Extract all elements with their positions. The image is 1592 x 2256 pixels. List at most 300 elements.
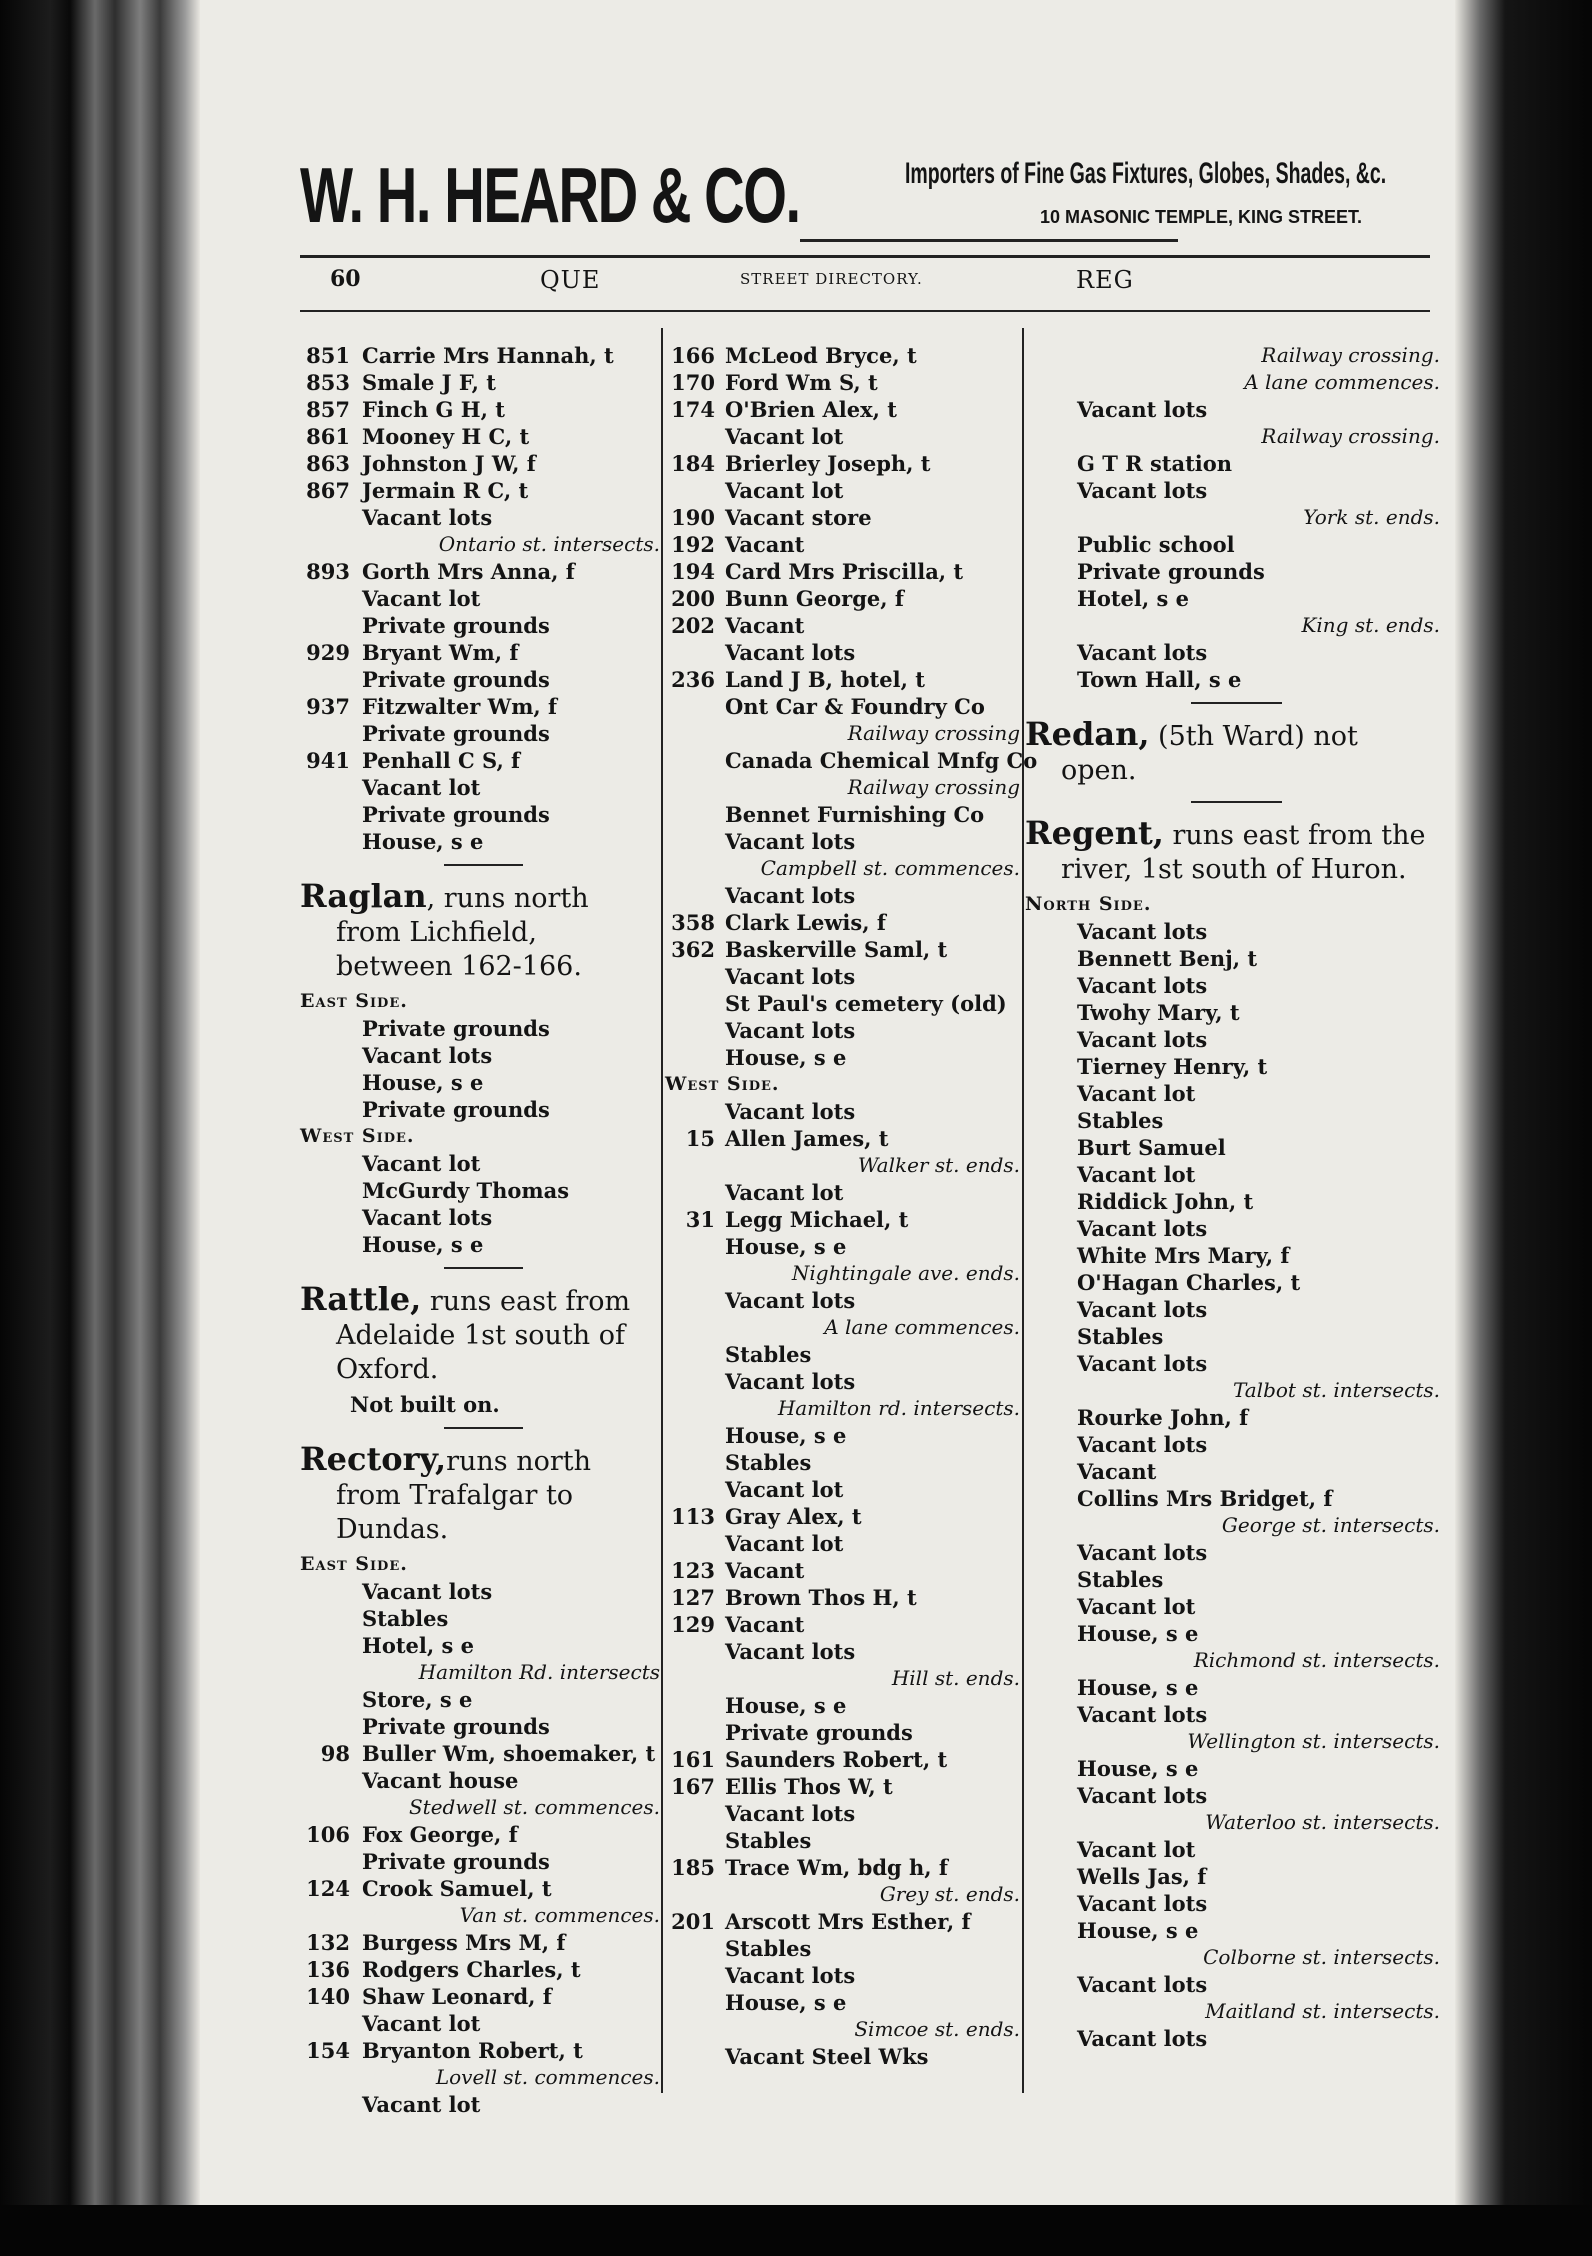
occupant-name: Vacant lots [725,1018,856,1043]
directory-entry [665,1908,1020,1935]
occupant-name: Private grounds [362,1849,550,1874]
house-number: 174 [671,397,715,422]
occupant-name: Vacant lots [362,1205,493,1230]
occupant-name: G T R station [1077,451,1233,476]
directory-entry [1025,558,1440,585]
occupant-name: Bunn George, f [725,586,904,611]
house-number: 15 [685,1126,715,1151]
directory-entry [665,1854,1020,1881]
house-number: 857 [306,397,350,422]
directory-entry [1025,1890,1440,1917]
directory-entry [1025,1566,1440,1593]
occupant-name: Vacant lot [725,424,844,449]
street-description: runs east from the river, 1st south of Huron. [1061,820,1426,885]
occupant-name: Vacant [725,1612,805,1637]
house-number: 201 [671,1909,715,1934]
directory-entry [300,1204,660,1231]
cross-street-note: Talbot st. intersects. [1232,1378,1440,1402]
occupant-name: Fitzwalter Wm, f [362,694,558,719]
street-heading [300,1442,660,1547]
cross-street-note: Railway crossing. [1261,424,1440,448]
cross-street-note: Lovell st. commences. [435,2065,660,2089]
directory-entry [1025,972,1440,999]
directory-entry [1025,1917,1440,1944]
directory-entry [1025,450,1440,477]
directory-entry [665,1584,1020,1611]
house-number: 123 [671,1558,715,1583]
directory-entry [665,1422,1020,1449]
directory-entry [665,1044,1020,1071]
cross-street-note: Walker st. ends. [857,1153,1020,1177]
directory-entry [300,747,660,774]
occupant-name: Finch G H, t [362,397,505,422]
directory-entry [1025,1269,1440,1296]
directory-entry [665,1989,1020,2016]
directory-entry [300,477,660,504]
directory-entry [1025,1485,1440,1512]
occupant-name: Tierney Henry, t [1077,1054,1268,1079]
house-number: 190 [671,505,715,530]
occupant-name: Vacant lot [362,586,481,611]
directory-entry [665,1098,1020,1125]
directory-entry [300,450,660,477]
occupant-name: Vacant lots [1077,919,1208,944]
occupant-name: Private grounds [362,1714,550,1739]
house-number: 941 [306,748,350,773]
occupant-name: Vacant lots [1077,2026,1208,2051]
occupant-name: Private grounds [362,1097,550,1122]
directory-entry [300,396,660,423]
directory-entry [300,1150,660,1177]
occupant-name: Stables [362,1606,449,1631]
house-number: 124 [306,1876,350,1901]
directory-entry [1025,1404,1440,1431]
cross-street-note: Grey st. ends. [879,1882,1020,1906]
cross-street-note: Campbell st. commences. [760,856,1020,880]
directory-entry [1025,396,1440,423]
occupant-name: House, s e [725,1234,847,1259]
street-name: Redan, [1025,715,1150,753]
book-spine-edge [0,0,200,2256]
directory-entry [1025,999,1440,1026]
occupant-name: House, s e [725,1423,847,1448]
directory-entry [300,504,660,531]
occupant-name: Stables [725,1936,812,1961]
occupant-name: Vacant lots [725,1288,856,1313]
house-number: 136 [306,1957,350,1982]
directory-entry [1025,1053,1440,1080]
occupant-name: Vacant [1077,1459,1157,1484]
house-number: 184 [671,451,715,476]
cross-street-note: Maitland st. intersects. [1205,1999,1440,2023]
directory-entry [1025,918,1440,945]
directory-column-3 [1025,342,1440,2052]
occupant-name: Hotel, s e [1077,586,1190,611]
directory-column-2 [665,342,1038,2070]
occupant-name: Vacant lot [1077,1162,1196,1187]
directory-entry [665,1503,1020,1530]
occupant-name: Brierley Joseph, t [725,451,931,476]
directory-entry [1025,1620,1440,1647]
directory-entry [1025,1107,1440,1134]
occupant-name: Private grounds [362,802,550,827]
directory-entry [665,369,1020,396]
directory-entry [665,936,1020,963]
occupant-name: Vacant [725,1558,805,1583]
section-separator [300,1418,660,1438]
occupant-name: Vacant lots [1077,1783,1208,1808]
directory-entry [1025,1674,1440,1701]
directory-entry [300,1015,660,1042]
directory-entry [665,504,1020,531]
directory-entry [1025,1026,1440,1053]
occupant-name: Vacant lots [725,1963,856,1988]
directory-entry [1025,585,1440,612]
occupant-name: Vacant [725,613,805,638]
directory-entry [665,801,1020,828]
directory-entry [300,1177,660,1204]
occupant-name: Vacant lots [1077,1432,1208,1457]
occupant-name: Vacant lots [1077,1216,1208,1241]
house-number: 362 [671,937,715,962]
house-number: 98 [320,1741,350,1766]
occupant-name: Burgess Mrs M, f [362,1930,566,1955]
directory-entry [665,1476,1020,1503]
directory-entry [300,1632,660,1659]
occupant-name: Vacant lots [725,883,856,908]
directory-entry [300,1231,660,1258]
directory-entry [1025,945,1440,972]
occupant-name: Store, s e [362,1687,473,1712]
cross-street-note: Railway crossing [847,775,1020,799]
directory-entry [665,1233,1020,1260]
occupant-name: Shaw Leonard, f [362,1984,552,2009]
directory-entry [300,666,660,693]
directory-entry [1025,1215,1440,1242]
section-separator [1025,693,1440,713]
occupant-name: Town Hall, s e [1077,667,1242,692]
occupant-name: Ont Car & Foundry Co [725,694,985,719]
occupant-name: Smale J F, t [362,370,497,395]
occupant-name: Bennett Benj, t [1077,946,1258,971]
section-separator [300,855,660,875]
directory-entry [300,2091,660,2118]
house-number: 170 [671,370,715,395]
occupant-name: Stables [1077,1567,1164,1592]
occupant-name: Vacant lots [1077,478,1208,503]
directory-entry [300,1821,660,1848]
column-divider-2 [1022,328,1024,2093]
page-number: 60 [330,266,361,292]
occupant-name: Jermain R C, t [362,478,529,503]
occupant-name: Brown Thos H, t [725,1585,917,1610]
street-description: , runs north from Lichfield, between 162-166. [336,883,589,982]
occupant-name: House, s e [1077,1756,1199,1781]
house-number: 893 [306,559,350,584]
house-number: 192 [671,532,715,557]
directory-entry [665,1935,1020,1962]
occupant-name: Bryant Wm, f [362,640,519,665]
house-number: 851 [306,343,350,368]
directory-entry [1025,1323,1440,1350]
occupant-name: House, s e [362,1070,484,1095]
directory-entry [300,558,660,585]
street-side-heading: East Side. [300,1553,408,1575]
occupant-name: Vacant lot [362,775,481,800]
directory-entry [665,1368,1020,1395]
directory-entry [1025,1350,1440,1377]
occupant-name: Vacant lots [1077,1027,1208,1052]
cross-street-note: Hamilton rd. intersects. [777,1396,1020,1420]
house-number: 867 [306,478,350,503]
occupant-name: Vacant lots [725,829,856,854]
directory-entry [665,396,1020,423]
directory-entry [665,1827,1020,1854]
directory-entry [1025,1242,1440,1269]
occupant-name: Vacant lots [1077,397,1208,422]
directory-entry [1025,1755,1440,1782]
street-side-heading: West Side. [300,1125,415,1147]
directory-entry [665,828,1020,855]
right-guide-word: REG [1076,266,1134,294]
street-name: Rectory, [300,1440,447,1478]
directory-entry [665,1773,1020,1800]
directory-entry [665,1206,1020,1233]
street-heading-text [300,879,660,984]
occupant-name: Vacant [725,532,805,557]
occupant-name: Vacant lots [1077,1972,1208,1997]
occupant-name: Private grounds [362,1016,550,1041]
directory-entry [665,531,1020,558]
directory-entry [665,612,1020,639]
occupant-name: Bryanton Robert, t [362,2038,583,2063]
directory-entry [300,423,660,450]
occupant-name: Rodgers Charles, t [362,1957,581,1982]
occupant-name: White Mrs Mary, f [1077,1243,1290,1268]
occupant-name: Vacant lot [725,1180,844,1205]
directory-entry [300,612,660,639]
directory-entry [1025,1971,1440,1998]
occupant-name: Mooney H C, t [362,424,530,449]
street-description: runs east from Adelaide 1st south of Oxford. [336,1286,631,1385]
directory-entry [665,1449,1020,1476]
occupant-name: Private grounds [1077,559,1265,584]
occupant-name: Vacant lots [1077,1891,1208,1916]
occupant-name: House, s e [1077,1918,1199,1943]
directory-entry [665,558,1020,585]
cross-street-note: Railway crossing [847,721,1020,745]
advertiser-address: 10 MASONIC TEMPLE, KING STREET. [1040,207,1363,227]
directory-entry [300,1929,660,1956]
house-number: 106 [306,1822,350,1847]
directory-entry [1025,666,1440,693]
directory-entry [300,369,660,396]
directory-entry [1025,1431,1440,1458]
house-number: 200 [671,586,715,611]
directory-entry [665,747,1038,774]
cross-street-note: Wellington st. intersects. [1187,1729,1440,1753]
directory-entry [1025,1080,1440,1107]
cross-street-note: A lane commences. [824,1315,1020,1339]
directory-entry [665,1557,1020,1584]
street-note: Not built on. [350,1392,500,1417]
directory-entry [665,639,1020,666]
occupant-name: Stables [1077,1324,1164,1349]
occupant-name: Legg Michael, t [725,1207,909,1232]
directory-entry [300,693,660,720]
occupant-name: Hotel, s e [362,1633,475,1658]
directory-entry [300,801,660,828]
occupant-name: McGurdy Thomas [362,1178,570,1203]
occupant-name: Stables [1077,1108,1164,1133]
house-number: 132 [306,1930,350,1955]
directory-entry [665,1638,1020,1665]
occupant-name: McLeod Bryce, t [725,343,917,368]
directory-entry [665,585,1020,612]
directory-entry [300,2010,660,2037]
directory-entry [300,1848,660,1875]
street-name: Regent, [1025,814,1164,852]
directory-entry [1025,2025,1440,2052]
house-number: 166 [671,343,715,368]
occupant-name: Vacant store [725,505,872,530]
directory-entry [1025,1782,1440,1809]
advertiser-name: W. H. HEARD & CO. [300,151,800,239]
directory-entry [300,1578,660,1605]
running-head-rule [300,310,1430,312]
occupant-name: Twohy Mary, t [1077,1000,1240,1025]
occupant-name: House, s e [362,1232,484,1257]
occupant-name: Stables [725,1450,812,1475]
occupant-name: Bennet Furnishing Co [725,802,985,827]
scan-bottom-edge [0,2205,1592,2256]
house-number: 937 [306,694,350,719]
directory-column-1 [300,342,660,2118]
directory-entry [665,1611,1020,1638]
directory-entry [1025,1863,1440,1890]
street-heading-text [1025,717,1440,788]
house-number: 863 [306,451,350,476]
header-rule-top [800,239,1178,242]
cross-street-note: Stedwell st. commences. [408,1795,660,1819]
directory-entry [300,1069,660,1096]
street-heading-text [300,1442,660,1547]
occupant-name: Stables [725,1342,812,1367]
house-number: 127 [671,1585,715,1610]
occupant-name: Public school [1077,532,1235,557]
house-number: 861 [306,424,350,449]
house-number: 129 [671,1612,715,1637]
occupant-name: House, s e [1077,1675,1199,1700]
occupant-name: House, s e [725,1693,847,1718]
house-number: 929 [306,640,350,665]
cross-street-note: Railway crossing. [1261,343,1440,367]
occupant-name: Trace Wm, bdg h, f [725,1855,948,1880]
left-guide-word: QUE [540,266,601,294]
occupant-name: Vacant lots [362,1579,493,1604]
directory-entry [300,1767,660,1794]
header-rule [300,255,1430,258]
occupant-name: House, s e [362,829,484,854]
occupant-name: Fox George, f [362,1822,518,1847]
occupant-name: Vacant lots [1077,1540,1208,1565]
directory-entry [1025,1539,1440,1566]
directory-entry [1025,1134,1440,1161]
directory-entry [300,1605,660,1632]
running-head [330,266,1430,298]
column-divider-1 [661,328,663,2093]
directory-entry [1025,1458,1440,1485]
directory-entry [665,666,1020,693]
street-name: Rattle, [300,1280,422,1318]
occupant-name: Vacant lots [1077,640,1208,665]
cross-street-note: A lane commences. [1244,370,1440,394]
directory-entry [300,828,660,855]
occupant-name: Ellis Thos W, t [725,1774,893,1799]
occupant-name: Allen James, t [725,1126,889,1151]
section-separator [1025,792,1440,812]
advertiser-tagline: Importers of Fine Gas Fixtures, Globes, Shades, &c. [905,157,1387,190]
directory-entry [665,2043,1020,2070]
house-number: 358 [671,910,715,935]
occupant-name: Vacant lots [362,1043,493,1068]
street-heading-text [300,1282,660,1387]
occupant-name: O'Brien Alex, t [725,397,897,422]
directory-entry [1025,1188,1440,1215]
occupant-name: Saunders Robert, t [725,1747,948,1772]
occupant-name: Vacant lots [725,1801,856,1826]
occupant-name: Vacant lots [1077,1702,1208,1727]
directory-entry [665,1341,1020,1368]
occupant-name: Canada Chemical Mnfg Co [725,748,1038,773]
occupant-name: House, s e [725,1045,847,1070]
occupant-name: Gray Alex, t [725,1504,862,1529]
street-heading-text [1025,816,1440,887]
directory-entry [1025,1701,1440,1728]
running-title: STREET DIRECTORY. [740,270,923,288]
occupant-name: Vacant lots [725,964,856,989]
occupant-name: Collins Mrs Bridget, f [1077,1486,1333,1511]
occupant-name: Baskerville Saml, t [725,937,948,962]
occupant-name: Vacant lots [725,1639,856,1664]
section-separator [300,1258,660,1278]
house-number: 140 [306,1984,350,2009]
cross-street-note: King st. ends. [1301,613,1440,637]
occupant-name: Vacant lot [362,1151,481,1176]
occupant-name: Vacant lot [362,2011,481,2036]
street-heading [300,879,660,984]
occupant-name: Vacant lot [1077,1837,1196,1862]
house-number: 202 [671,613,715,638]
directory-entry [300,639,660,666]
book-right-edge [1455,0,1592,2256]
directory-entry [1025,1593,1440,1620]
directory-entry [1025,1161,1440,1188]
cross-street-note: Richmond st. intersects. [1193,1648,1440,1672]
occupant-name: House, s e [1077,1621,1199,1646]
advertisement-banner [300,150,1430,240]
directory-entry [300,585,660,612]
directory-entry [665,990,1020,1017]
occupant-name: Rourke John, f [1077,1405,1249,1430]
house-number: 31 [685,1207,715,1232]
street-description: (5th Ward) not open. [1061,721,1358,786]
directory-entry [300,774,660,801]
cross-street-note: Van st. commences. [459,1903,660,1927]
directory-page [200,0,1455,2205]
directory-entry [300,1713,660,1740]
occupant-name: Vacant lots [1077,1297,1208,1322]
